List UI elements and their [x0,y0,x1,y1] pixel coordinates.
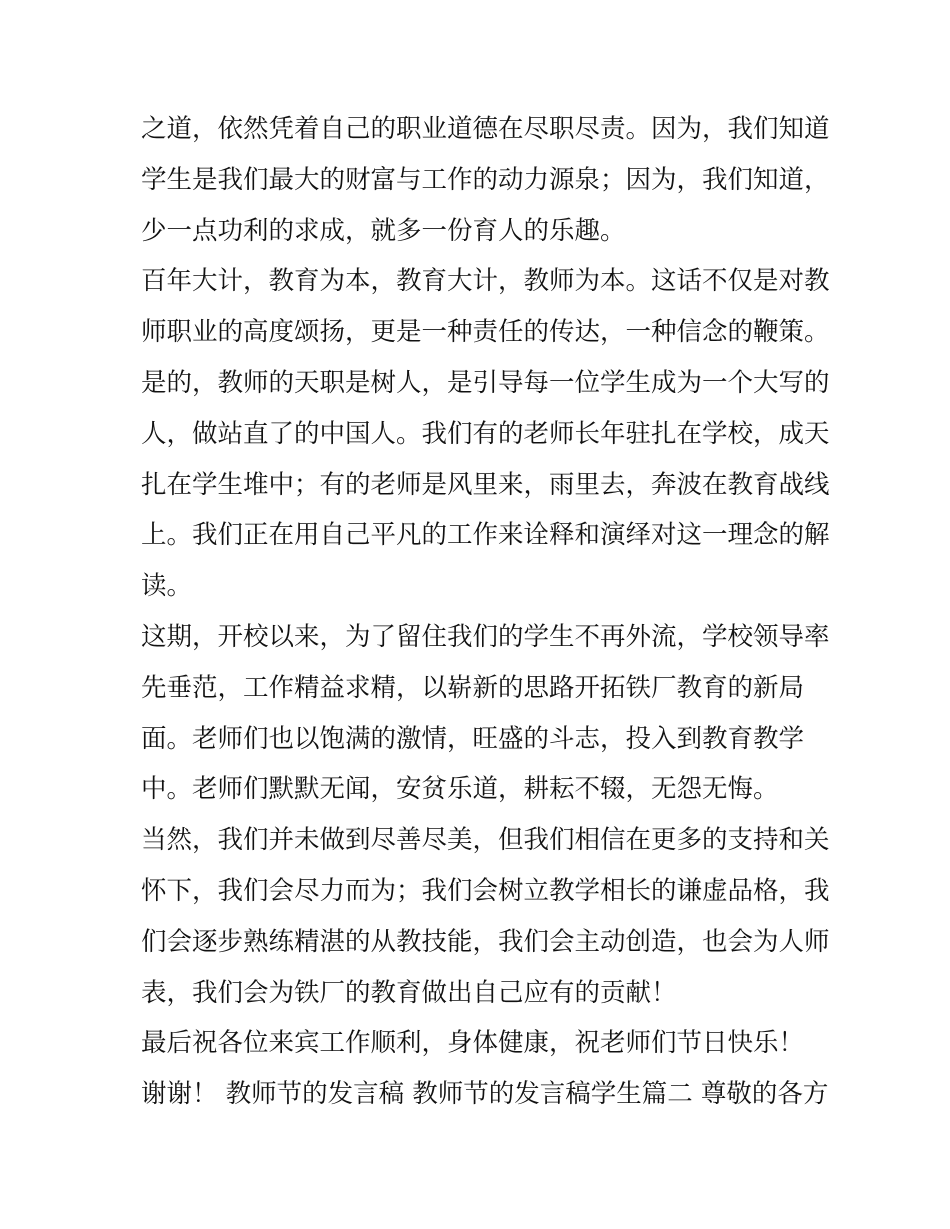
text-line: 百年大计，教育为本，教育大计，教师为本。这话不仅是对教 [141,266,830,297]
text-line: 扎在学生堆中；有的老师是风里来，雨里去，奔波在教育战线 [141,469,830,500]
text-line: 师职业的高度颂扬，更是一种责任的传达，一种信念的鞭策。 [141,317,830,348]
text-line: 学生是我们最大的财富与工作的动力源泉；因为，我们知道， [141,164,830,195]
text-line: 读。 [141,571,193,602]
text-line: 是的，教师的天职是树人，是引导每一位学生成为一个大写的 [141,367,830,398]
text-line: 最后祝各位来宾工作顺利，身体健康，祝老师们节日快乐！ [141,1028,805,1059]
text-line: 之道，依然凭着自己的职业道德在尽职尽责。因为，我们知道 [141,114,830,144]
text-line: 谢谢！ 教师节的发言稿 教师节的发言稿学生篇二 尊敬的各方 [141,1079,829,1110]
text-line: 们会逐步熟练精湛的从教技能，我们会主动创造，也会为人师 [141,926,830,957]
text-line: 中。老师们默默无闻，安贫乐道，耕耘不辍，无怨无悔。 [141,774,779,805]
text-line: 表，我们会为铁厂的教育做出自己应有的贡献！ [141,977,677,1008]
text-line: 面。老师们也以饱满的激情，旺盛的斗志，投入到教育教学 [141,723,805,754]
text-line: 上。我们正在用自己平凡的工作来诠释和演绎对这一理念的解 [141,520,830,551]
text-line: 少一点功利的求成，就多一份育人的乐趣。 [141,215,626,246]
body-text [141,104,830,1120]
text-line: 人，做站直了的中国人。我们有的老师长年驻扎在学校，成天 [141,418,830,449]
text-line: 当然，我们并未做到尽善尽美，但我们相信在更多的支持和关 [141,825,830,856]
text-line: 怀下，我们会尽力而为；我们会树立教学相长的谦虚品格，我 [141,875,830,906]
text-line: 这期，开校以来，为了留住我们的学生不再外流，学校领导率 [141,621,830,652]
text-line: 先垂范，工作精益求精，以崭新的思路开拓铁厂教育的新局 [141,672,805,703]
